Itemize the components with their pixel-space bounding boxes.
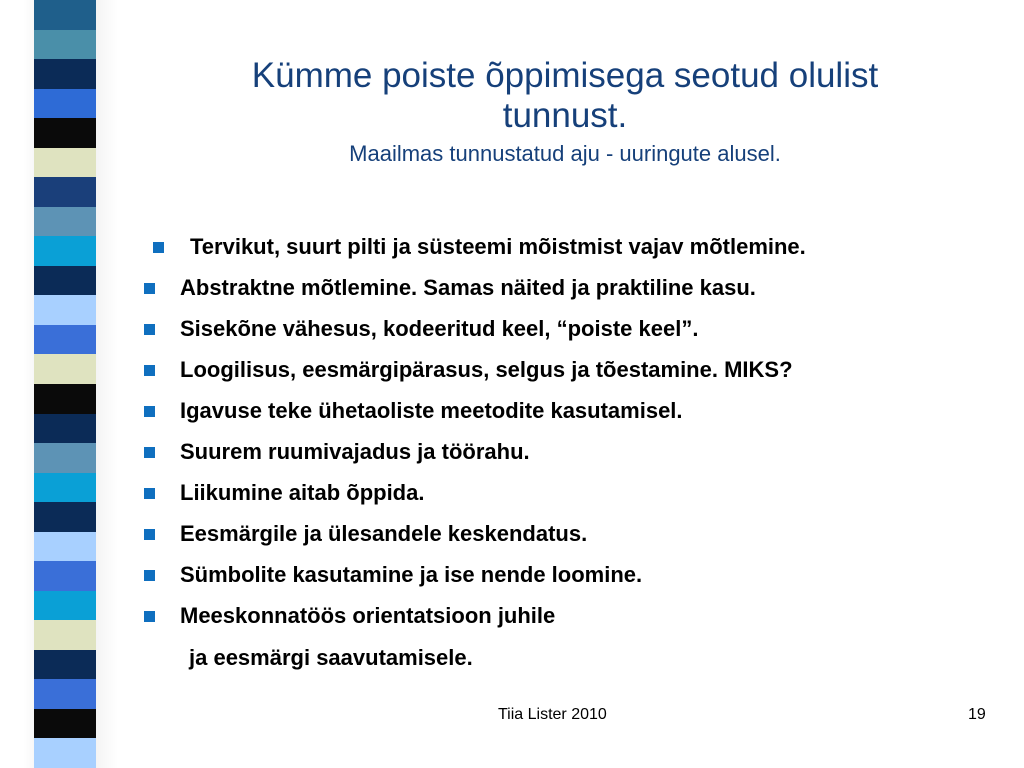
page-number: 19 (968, 706, 986, 723)
border-segment (34, 118, 96, 148)
border-segment (34, 30, 96, 60)
slide-title (120, 56, 1010, 169)
border-segment (34, 709, 96, 739)
border-segment (34, 414, 96, 444)
border-segment (34, 650, 96, 680)
border-segment (34, 591, 96, 621)
border-segment (34, 207, 96, 237)
square-bullet-icon (153, 242, 164, 253)
list-item-text: Abstraktne mõtlemine. Samas näited ja praktiline kasu. (180, 275, 756, 300)
square-bullet-icon (144, 283, 155, 294)
border-segment (34, 59, 96, 89)
border-segment (34, 738, 96, 768)
border-segment (34, 384, 96, 414)
list-item-text: Tervikut, suurt pilti ja süsteemi mõistmist vajav mõtlemine. (190, 234, 806, 259)
square-bullet-icon (144, 447, 155, 458)
slide-subtitle: Maailmas tunnustatud aju - uuringute alusel. (349, 141, 781, 166)
list-item-text: Sümbolite kasutamine ja ise nende loomine. (180, 562, 643, 587)
border-segment (34, 561, 96, 591)
title-line-2: tunnust. (502, 96, 628, 135)
border-segment (34, 266, 96, 296)
border-segment (34, 295, 96, 325)
square-bullet-icon (144, 570, 155, 581)
list-item-text: Meeskonnatöös orientatsioon juhile (180, 603, 556, 628)
square-bullet-icon (144, 406, 155, 417)
list-item-text: Loogilisus, eesmärgipärasus, selgus ja tõestamine. MIKS? (180, 357, 793, 382)
list-item-text: Igavuse teke ühetaoliste meetodite kasutamisel. (180, 398, 683, 423)
border-segment (34, 236, 96, 266)
border-segment (34, 532, 96, 562)
square-bullet-icon (144, 324, 155, 335)
square-bullet-icon (144, 365, 155, 376)
border-segment (34, 679, 96, 709)
list-item-continuation: ja eesmärgi saavutamisele. (189, 645, 473, 670)
list-item-text: Suurem ruumivajadus ja töörahu. (180, 439, 530, 464)
list-item-text: Eesmärgile ja ülesandele keskendatus. (180, 521, 588, 546)
square-bullet-icon (144, 488, 155, 499)
border-segment (34, 148, 96, 178)
list-item-text: Liikumine aitab õppida. (180, 480, 425, 505)
footer-author: Tiia Lister 2010 (498, 706, 607, 723)
border-segment (34, 620, 96, 650)
border-segment (34, 502, 96, 532)
list-item-text: Sisekõne vähesus, kodeeritud keel, “poiste keel”. (180, 316, 699, 341)
border-segment (34, 177, 96, 207)
square-bullet-icon (144, 529, 155, 540)
square-bullet-icon (144, 611, 155, 622)
border-segment (34, 0, 96, 30)
border-segment (34, 443, 96, 473)
border-segment (34, 89, 96, 119)
title-line-1: Kümme poiste õppimisega seotud olulist (251, 56, 879, 95)
border-segment (34, 325, 96, 355)
striped-left-border (34, 0, 96, 768)
border-segment (34, 354, 96, 384)
border-segment (34, 473, 96, 503)
